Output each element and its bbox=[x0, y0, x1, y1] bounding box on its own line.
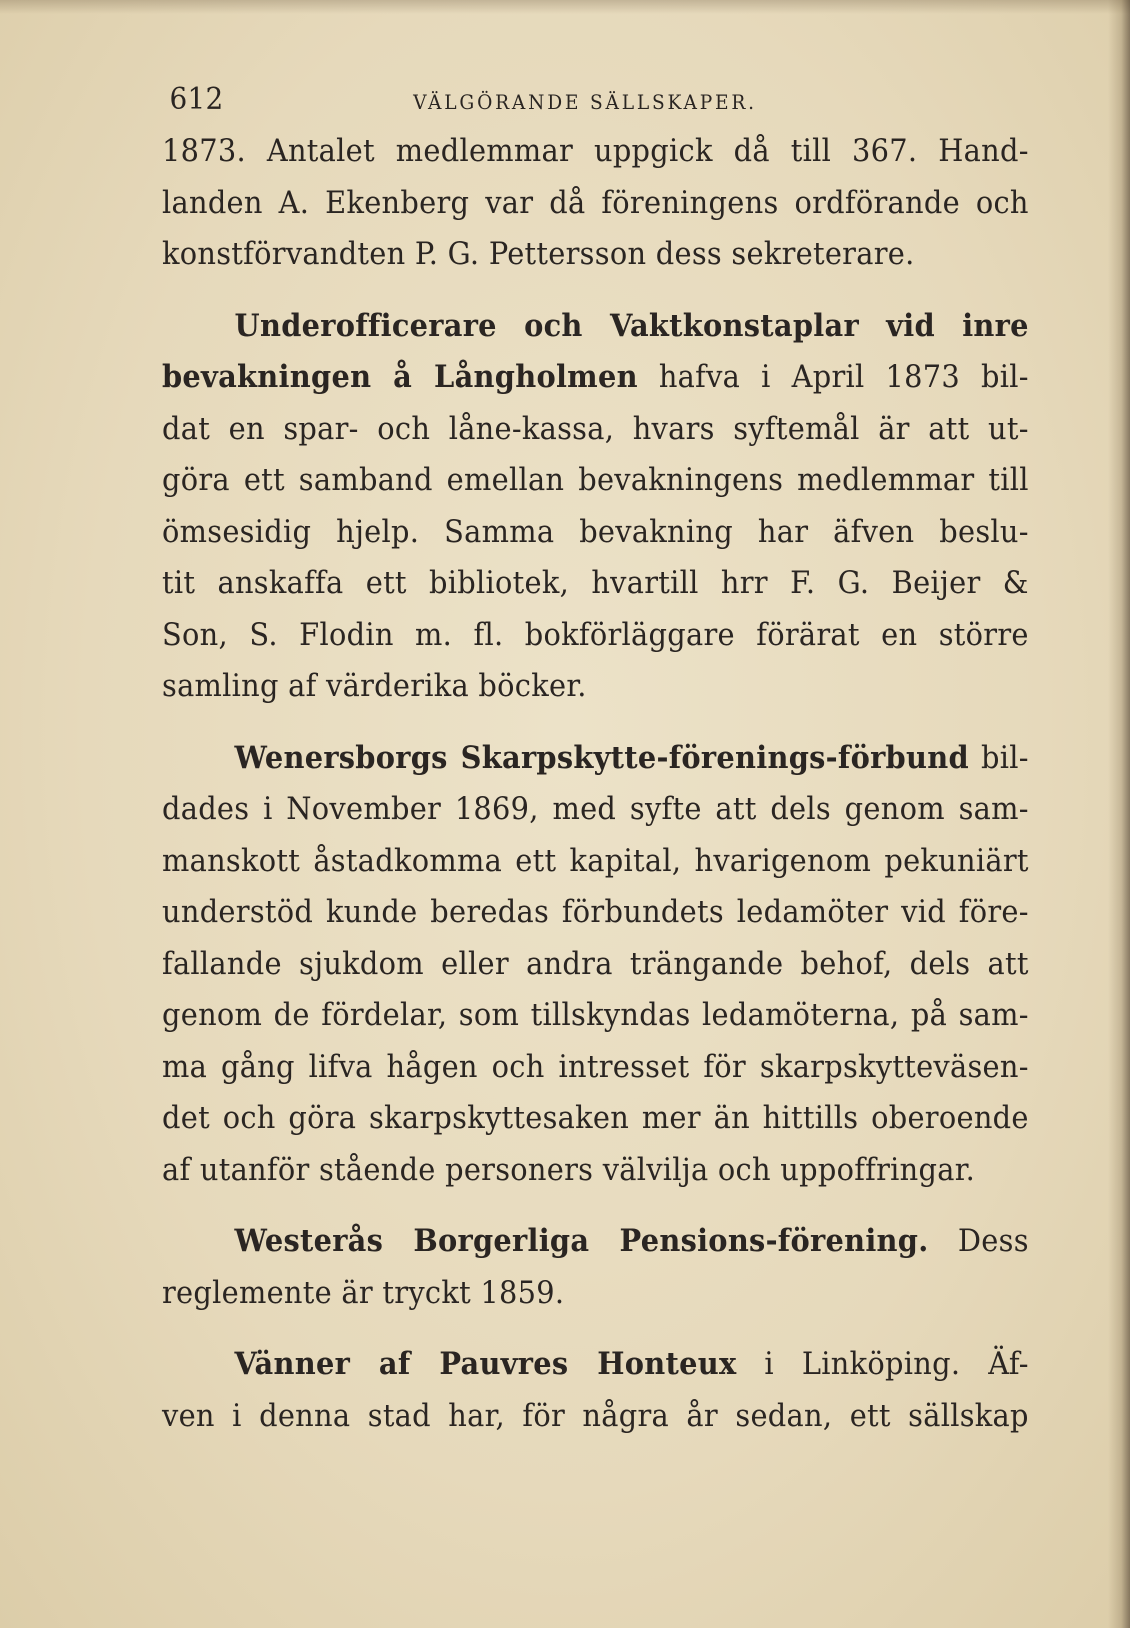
paragraph-5 bbox=[162, 1339, 1029, 1442]
text-line: konstförvandten P. G. Pettersson dess sekreterare. bbox=[162, 236, 915, 272]
entry-heading: Vänner af Pauvres Honteux bbox=[234, 1346, 737, 1382]
text-line: reglemente är tryckt 1859. bbox=[162, 1274, 565, 1311]
text-line: dat en spar- och låne-kassa, hvars syftemål är att ut- bbox=[162, 410, 1029, 447]
text-run: i Linköping. Äf- bbox=[764, 1346, 1029, 1382]
text-line: dades i November 1869, med syfte att dels genom sam- bbox=[162, 791, 1029, 827]
page-edge-shadow bbox=[1108, 0, 1130, 1628]
text-line: ömsesidig hjelp. Samma bevakning har äfven beslu- bbox=[162, 513, 1029, 550]
text-line: af utanför stående personers välvilja och uppoffringar. bbox=[162, 1151, 976, 1188]
text-run: hafva i April 1873 bil- bbox=[658, 359, 1029, 395]
text-line: tit anskaffa ett bibliotek, hvartill hrr F. G. Beijer & bbox=[162, 565, 1029, 601]
page-top-shadow bbox=[0, 0, 1130, 14]
text-line: 1873. Antalet medlemmar uppgick då till 367. Hand- bbox=[162, 133, 1029, 169]
entry-heading-continued: bevakningen å Långholmen bbox=[162, 359, 638, 395]
text-line: manskott åstadkomma ett kapital, hvarigenom pekuniärt bbox=[162, 842, 1029, 879]
paragraph-4 bbox=[162, 1216, 1029, 1319]
paragraph-1 bbox=[162, 126, 1029, 281]
text-line: samling af värderika böcker. bbox=[162, 668, 587, 704]
text-line: landen A. Ekenberg var då föreningens ordförande och bbox=[162, 184, 1029, 221]
text-line: genom de fördelar, som tillskyndas ledamöterna, på sam- bbox=[162, 997, 1029, 1033]
text-line: fallande sjukdom eller andra trängande behof, dels att bbox=[162, 945, 1029, 982]
page-number: 612 bbox=[169, 82, 224, 117]
text-line bbox=[162, 1339, 1029, 1391]
entry-heading: Underofficerare och Vaktkonstaplar vid inre bbox=[234, 307, 1029, 344]
paragraph-2 bbox=[162, 301, 1029, 713]
text-line: Son, S. Flodin m. fl. bokförläggare förärat en större bbox=[162, 616, 1029, 653]
text-run: bil- bbox=[980, 739, 1029, 776]
text-line: göra ett samband emellan bevakningens medlemmar till bbox=[162, 462, 1029, 498]
text-block bbox=[162, 76, 1029, 1442]
page-header bbox=[162, 76, 1029, 126]
text-line bbox=[162, 1216, 1029, 1268]
running-title: VÄLGÖRANDE SÄLLSKAPER. bbox=[413, 90, 757, 114]
text-line bbox=[162, 733, 1029, 785]
paragraph-3 bbox=[162, 733, 1029, 1197]
entry-heading: Westerås Borgerliga Pensions-förening. bbox=[234, 1223, 929, 1259]
text-line: ven i denna stad har, för några år sedan, ett sällskap bbox=[162, 1397, 1029, 1434]
text-line: understöd kunde beredas förbundets ledamöter vid före- bbox=[162, 894, 1029, 930]
entry-heading: Wenersborgs Skarpskytte-förenings-förbund bbox=[234, 739, 969, 776]
text-run: Dess bbox=[957, 1223, 1029, 1259]
text-line: det och göra skarpskyttesaken mer än hittills oberoende bbox=[162, 1100, 1029, 1136]
text-line bbox=[162, 352, 1029, 404]
text-line: ma gång lifva hågen och intresset för skarpskytteväsen- bbox=[162, 1048, 1029, 1085]
